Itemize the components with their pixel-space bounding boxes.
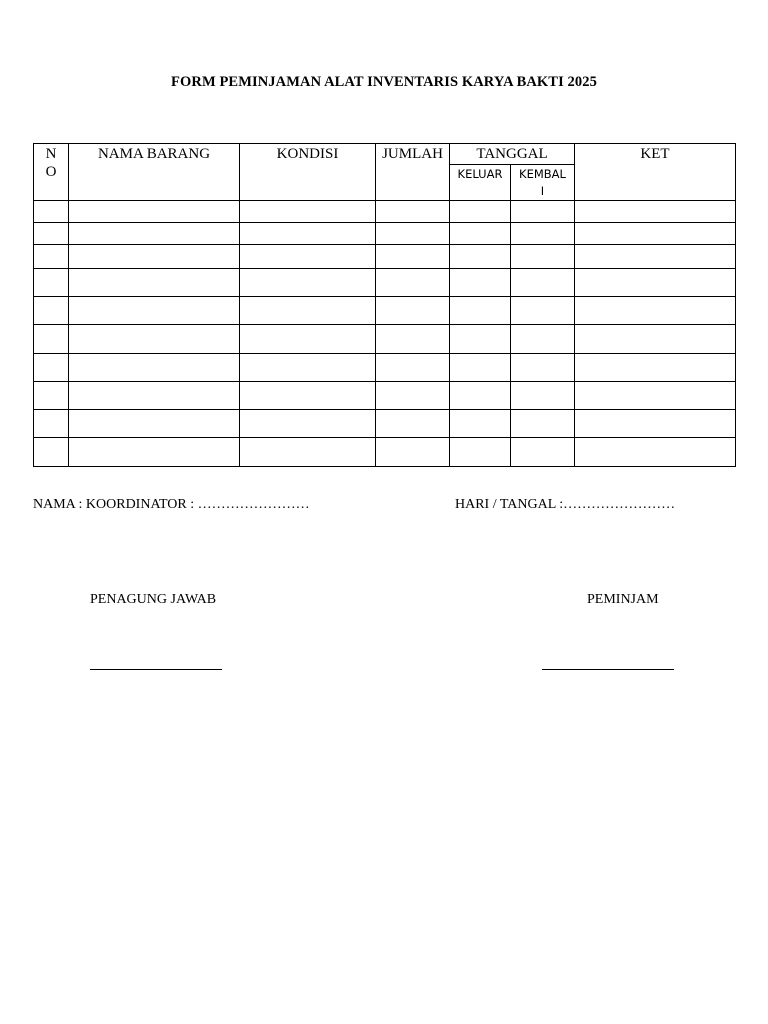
cell-kondisi[interactable] — [240, 297, 376, 325]
cell-kembali[interactable] — [511, 382, 575, 410]
cell-ket[interactable] — [575, 325, 736, 354]
cell-keluar[interactable] — [450, 269, 511, 297]
table-row — [34, 297, 736, 325]
table-row — [34, 410, 736, 438]
cell-keluar[interactable] — [450, 223, 511, 245]
cell-keluar[interactable] — [450, 201, 511, 223]
cell-kondisi[interactable] — [240, 354, 376, 382]
cell-nama-barang[interactable] — [69, 382, 240, 410]
cell-nama-barang[interactable] — [69, 201, 240, 223]
cell-jumlah[interactable] — [376, 269, 450, 297]
cell-no[interactable] — [34, 297, 69, 325]
cell-no[interactable] — [34, 201, 69, 223]
table-row — [34, 382, 736, 410]
cell-ket[interactable] — [575, 382, 736, 410]
cell-nama-barang[interactable] — [69, 325, 240, 354]
cell-kembali[interactable] — [511, 354, 575, 382]
cell-kondisi[interactable] — [240, 269, 376, 297]
cell-ket[interactable] — [575, 354, 736, 382]
cell-nama-barang[interactable] — [69, 223, 240, 245]
cell-ket[interactable] — [575, 245, 736, 269]
cell-kondisi[interactable] — [240, 325, 376, 354]
cell-ket[interactable] — [575, 297, 736, 325]
header-no-label: NO — [45, 146, 57, 180]
table-row — [34, 354, 736, 382]
cell-nama-barang[interactable] — [69, 410, 240, 438]
table-row — [34, 223, 736, 245]
header-tanggal: TANGGAL — [450, 144, 575, 165]
cell-keluar[interactable] — [450, 245, 511, 269]
cell-keluar[interactable] — [450, 410, 511, 438]
cell-ket[interactable] — [575, 223, 736, 245]
table-row — [34, 201, 736, 223]
table-row — [34, 325, 736, 354]
cell-no[interactable] — [34, 354, 69, 382]
table-body — [34, 201, 736, 467]
table-row — [34, 438, 736, 467]
hari-tanggal-field-label: HARI / TANGAL :…………………… — [455, 497, 676, 512]
cell-ket[interactable] — [575, 201, 736, 223]
peminjam-label: PEMINJAM — [587, 592, 659, 607]
cell-ket[interactable] — [575, 410, 736, 438]
cell-nama-barang[interactable] — [69, 297, 240, 325]
cell-keluar[interactable] — [450, 382, 511, 410]
cell-kembali[interactable] — [511, 438, 575, 467]
cell-kembali[interactable] — [511, 269, 575, 297]
cell-jumlah[interactable] — [376, 201, 450, 223]
cell-kondisi[interactable] — [240, 410, 376, 438]
cell-kondisi[interactable] — [240, 382, 376, 410]
cell-kondisi[interactable] — [240, 223, 376, 245]
cell-kondisi[interactable] — [240, 438, 376, 467]
cell-jumlah[interactable] — [376, 382, 450, 410]
cell-kondisi[interactable] — [240, 201, 376, 223]
cell-jumlah[interactable] — [376, 297, 450, 325]
cell-keluar[interactable] — [450, 354, 511, 382]
cell-keluar[interactable] — [450, 438, 511, 467]
cell-kembali[interactable] — [511, 201, 575, 223]
cell-no[interactable] — [34, 382, 69, 410]
header-kembali-label: KEMBALI — [519, 167, 566, 198]
peminjam-signature-line — [542, 669, 674, 670]
inventory-table — [33, 143, 736, 467]
table-row — [34, 269, 736, 297]
cell-no[interactable] — [34, 269, 69, 297]
koordinator-field-label: NAMA : KOORDINATOR : …………………… — [33, 497, 310, 512]
cell-jumlah[interactable] — [376, 410, 450, 438]
cell-kondisi[interactable] — [240, 245, 376, 269]
cell-kembali[interactable] — [511, 325, 575, 354]
header-nama-barang: NAMA BARANG — [69, 144, 240, 201]
header-kembali — [511, 165, 575, 201]
cell-no[interactable] — [34, 325, 69, 354]
cell-keluar[interactable] — [450, 297, 511, 325]
cell-nama-barang[interactable] — [69, 438, 240, 467]
header-kondisi: KONDISI — [240, 144, 376, 201]
cell-nama-barang[interactable] — [69, 269, 240, 297]
cell-kembali[interactable] — [511, 297, 575, 325]
cell-kembali[interactable] — [511, 223, 575, 245]
cell-no[interactable] — [34, 245, 69, 269]
cell-jumlah[interactable] — [376, 438, 450, 467]
header-keluar: KELUAR — [450, 165, 511, 201]
cell-kembali[interactable] — [511, 245, 575, 269]
header-no — [34, 144, 69, 201]
cell-jumlah[interactable] — [376, 245, 450, 269]
cell-no[interactable] — [34, 223, 69, 245]
cell-jumlah[interactable] — [376, 325, 450, 354]
table-row — [34, 245, 736, 269]
cell-nama-barang[interactable] — [69, 354, 240, 382]
cell-jumlah[interactable] — [376, 223, 450, 245]
header-ket: KET — [575, 144, 736, 201]
header-jumlah: JUMLAH — [376, 144, 450, 201]
cell-kembali[interactable] — [511, 410, 575, 438]
form-title: FORM PEMINJAMAN ALAT INVENTARIS KARYA BAKTI 2025 — [171, 74, 597, 90]
cell-no[interactable] — [34, 438, 69, 467]
cell-no[interactable] — [34, 410, 69, 438]
penanggung-jawab-signature-line — [90, 669, 222, 670]
cell-ket[interactable] — [575, 269, 736, 297]
cell-nama-barang[interactable] — [69, 245, 240, 269]
cell-keluar[interactable] — [450, 325, 511, 354]
cell-ket[interactable] — [575, 438, 736, 467]
cell-jumlah[interactable] — [376, 354, 450, 382]
penanggung-jawab-label: PENAGUNG JAWAB — [90, 592, 217, 607]
